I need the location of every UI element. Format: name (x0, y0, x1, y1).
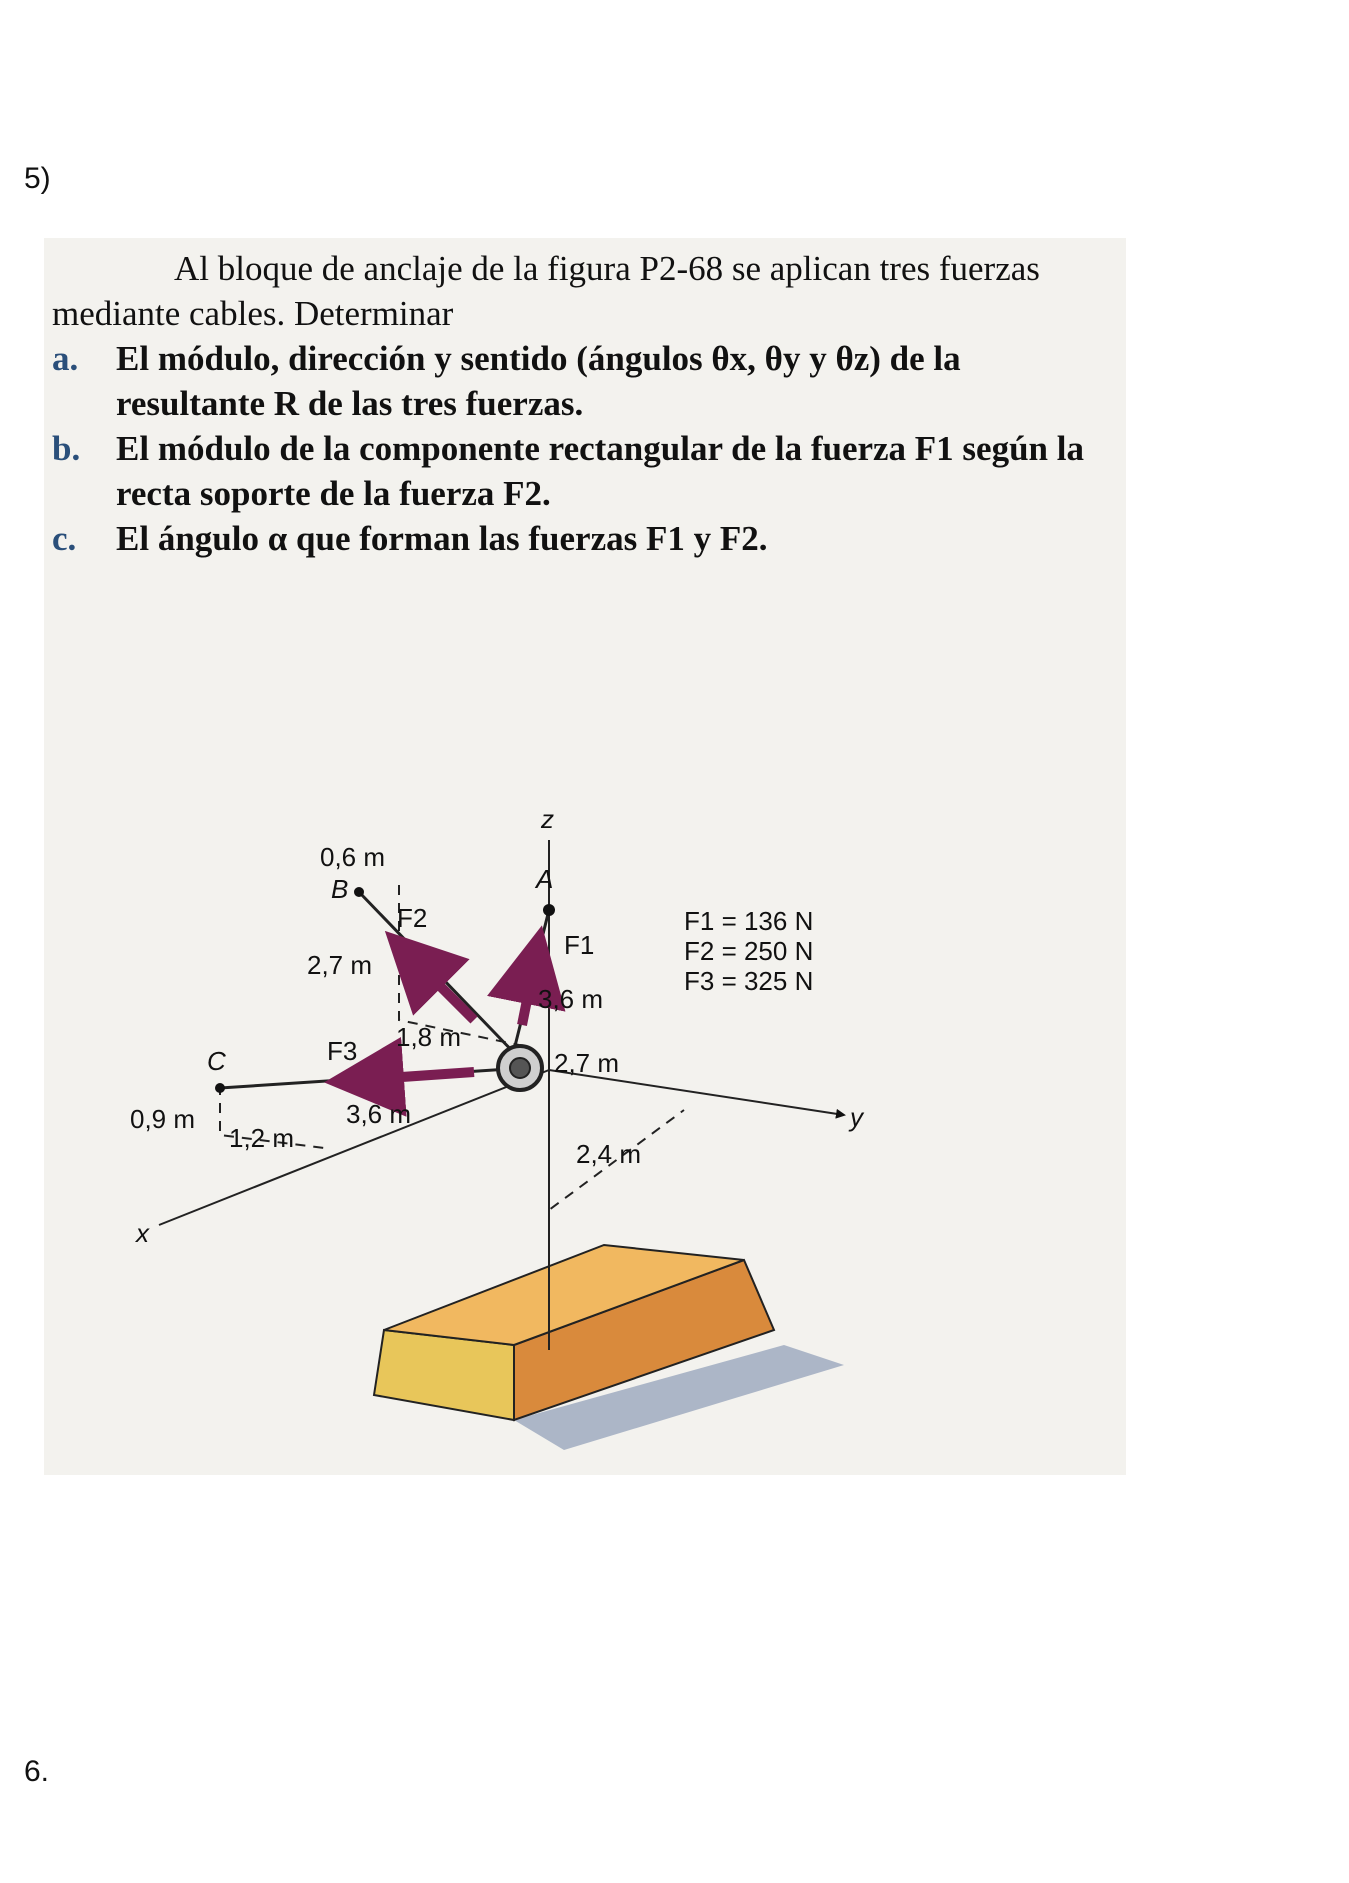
item-c (52, 516, 1112, 561)
item-b (52, 426, 1112, 516)
item-c-label: c. (52, 519, 77, 558)
dim-1-8: 1,8 m (396, 1022, 462, 1052)
legend-f3: F3 = 325 N (684, 966, 814, 996)
force-f1-label: F1 (564, 930, 595, 960)
y-axis-label: y (850, 1102, 863, 1132)
problem-intro: Al bloque de anclaje de la figura P2-68 se aplican tres fuerzas mediante cables. Determinar (52, 249, 1040, 333)
legend-f2: F2 = 250 N (684, 936, 814, 966)
force-f3-arrow (344, 1072, 474, 1081)
force-f2-arrow (399, 945, 474, 1020)
dim-2-7-right: 2,7 m (554, 1048, 620, 1078)
item-a-label: a. (52, 339, 79, 378)
force-f1-arrow (522, 945, 538, 1025)
point-c-label: C (207, 1046, 226, 1076)
anchor-block-figure (44, 770, 1126, 1475)
anchor-ring-hole (510, 1058, 530, 1078)
item-a (52, 336, 1112, 426)
force-f2-label: F2 (397, 903, 428, 933)
item-b-label: b. (52, 429, 81, 468)
point-b-label: B (331, 874, 349, 904)
item-c-text: El ángulo α que forman las fuerzas F1 y F2. (116, 519, 768, 558)
dim-3-6-vertical: 3,6 m (538, 984, 604, 1014)
point-c-dot (215, 1083, 225, 1093)
legend-f1: F1 = 136 N (684, 906, 814, 936)
dim-0-6: 0,6 m (320, 842, 386, 872)
problem-statement (52, 246, 1112, 561)
figure-svg (44, 770, 1126, 1475)
item-b-text: El módulo de la componente rectangular de la fuerza F1 según la recta soporte de la fuerza F2. (116, 429, 1084, 513)
x-axis (159, 1070, 549, 1225)
force-f3-label: F3 (327, 1036, 358, 1066)
next-problem-number: 6. (24, 1755, 50, 1788)
problem-number: 5) (24, 162, 51, 195)
point-a-dot (543, 904, 555, 916)
dim-0-9: 0,9 m (130, 1104, 196, 1134)
point-b-dot (354, 887, 364, 897)
dim-1-2: 1,2 m (229, 1123, 295, 1153)
dim-3-6-x: 3,6 m (346, 1099, 412, 1129)
x-axis-label: x (136, 1218, 149, 1248)
point-a-label: A (536, 864, 554, 894)
item-a-text: El módulo, dirección y sentido (ángulos θx, θy y θz) de la resultante R de las tres fuerzas. (116, 339, 961, 423)
dim-2-7-left: 2,7 m (307, 950, 373, 980)
dim-2-4: 2,4 m (576, 1139, 642, 1169)
z-axis-label: z (541, 804, 554, 834)
